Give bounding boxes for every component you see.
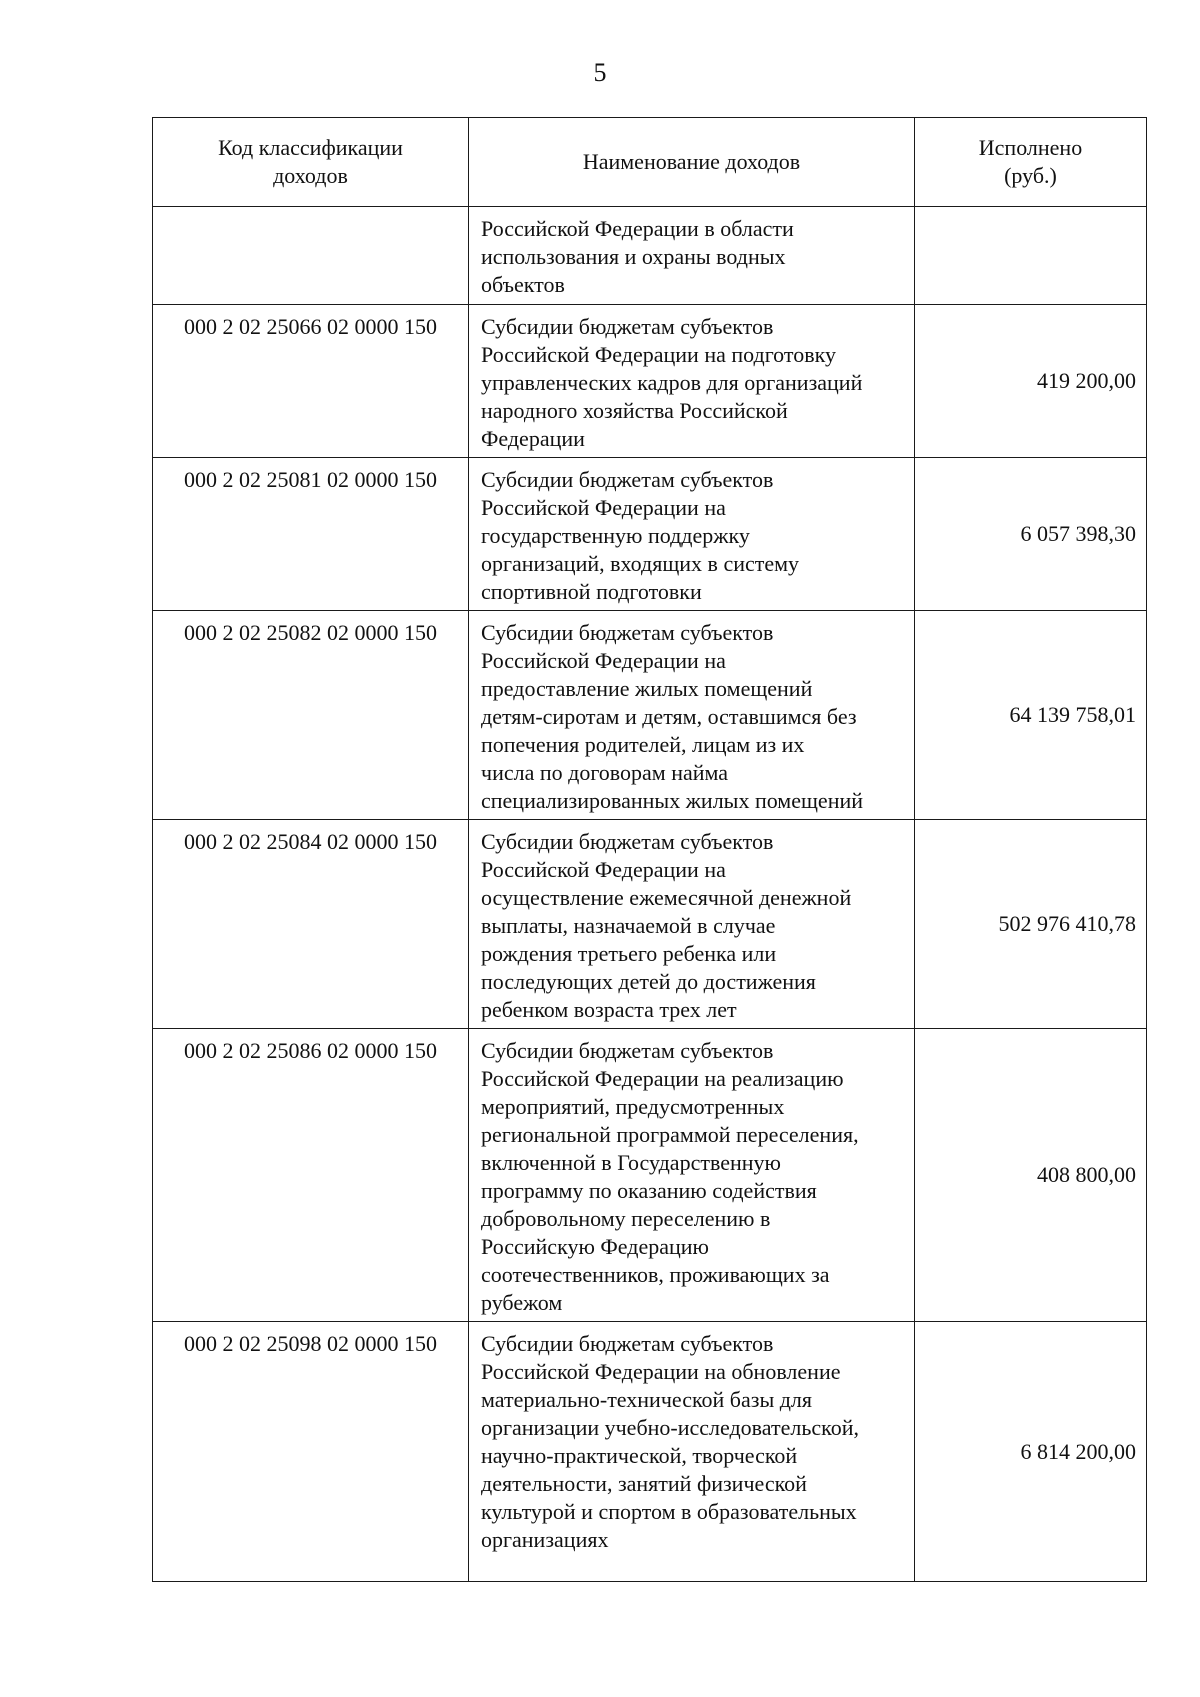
income-name-line: мероприятий, предусмотренных [481, 1094, 785, 1119]
income-name-line: Субсидии бюджетам субъектов [481, 467, 774, 492]
executed-amount-cell: 419 200,00 [915, 305, 1147, 458]
income-name-line: Российской Федерации на реализацию [481, 1066, 844, 1091]
income-name-cell [469, 1029, 915, 1322]
executed-amount-cell: 408 800,00 [915, 1029, 1147, 1322]
income-code-cell [153, 207, 469, 305]
income-table [152, 117, 1147, 1582]
income-name-line: Российскую Федерацию [481, 1234, 709, 1259]
income-name-line: Федерации [481, 426, 585, 451]
income-name-line: государственную поддержку [481, 523, 750, 548]
income-name-line: специализированных жилых помещений [481, 788, 864, 813]
income-name-cell [469, 1322, 915, 1582]
table-row [153, 1029, 1147, 1322]
income-name-line: организациях [481, 1527, 609, 1552]
income-name-line: Российской Федерации на подготовку [481, 342, 836, 367]
income-code-cell: 000 2 02 25084 02 0000 150 [153, 820, 469, 1029]
income-name-line: попечения родителей, лицам из их [481, 732, 805, 757]
table-row [153, 611, 1147, 820]
header-sum [915, 118, 1147, 207]
income-name-line: спортивной подготовки [481, 579, 702, 604]
income-name-line: ребенком возраста трех лет [481, 997, 737, 1022]
income-name-line: Российской Федерации на [481, 495, 726, 520]
table-row [153, 305, 1147, 458]
table-body [153, 207, 1147, 1582]
income-name-line: Российской Федерации на [481, 857, 726, 882]
executed-amount-cell [915, 207, 1147, 305]
income-name-line: объектов [481, 272, 565, 297]
executed-amount-cell: 6 057 398,30 [915, 458, 1147, 611]
income-name-line: Субсидии бюджетам субъектов [481, 620, 774, 645]
table-header-row [153, 118, 1147, 207]
income-name-line: включенной в Государственную [481, 1150, 781, 1175]
income-name-line: числа по договорам найма [481, 760, 729, 785]
header-code-line: доходов [273, 163, 348, 188]
income-name-line: выплаты, назначаемой в случае [481, 913, 776, 938]
executed-amount-cell: 502 976 410,78 [915, 820, 1147, 1029]
income-name-line: рождения третьего ребенка или [481, 941, 777, 966]
header-code [153, 118, 469, 207]
income-name-line: соотечественников, проживающих за [481, 1262, 830, 1287]
income-name-line: Российской Федерации на обновление [481, 1359, 841, 1384]
income-name-line: использования и охраны водных [481, 244, 786, 269]
header-sum-line: (руб.) [1004, 163, 1057, 188]
income-code-cell: 000 2 02 25086 02 0000 150 [153, 1029, 469, 1322]
income-name-line: Российской Федерации в области [481, 216, 794, 241]
income-name-cell [469, 820, 915, 1029]
income-name-line: осуществление ежемесячной денежной [481, 885, 852, 910]
income-name-cell [469, 458, 915, 611]
income-name-line: культурой и спортом в образовательных [481, 1499, 857, 1524]
income-name-line: управленческих кадров для организаций [481, 370, 863, 395]
executed-amount-cell: 64 139 758,01 [915, 611, 1147, 820]
table-row [153, 207, 1147, 305]
income-name-line: народного хозяйства Российской [481, 398, 788, 423]
income-name-line: добровольному переселению в [481, 1206, 771, 1231]
header-code-line: Код классификации [218, 135, 403, 160]
income-name-line: региональной программой переселения, [481, 1122, 859, 1147]
income-name-line: последующих детей до достижения [481, 969, 816, 994]
income-name-line: Субсидии бюджетам субъектов [481, 314, 774, 339]
table-row [153, 458, 1147, 611]
income-name-line: организации учебно-исследовательской, [481, 1415, 859, 1440]
income-name-line: организаций, входящих в систему [481, 551, 800, 576]
income-name-line: детям-сиротам и детям, оставшимся без [481, 704, 857, 729]
income-name-line: рубежом [481, 1290, 563, 1315]
table-row [153, 1322, 1147, 1582]
income-name-line: Субсидии бюджетам субъектов [481, 829, 774, 854]
income-name-line: научно-практической, творческой [481, 1443, 798, 1468]
income-code-cell: 000 2 02 25081 02 0000 150 [153, 458, 469, 611]
income-name-line: программу по оказанию содействия [481, 1178, 817, 1203]
income-name-line: Субсидии бюджетам субъектов [481, 1038, 774, 1063]
income-name-cell [469, 305, 915, 458]
table-row [153, 820, 1147, 1029]
income-name-cell [469, 207, 915, 305]
header-sum-line: Исполнено [978, 135, 1083, 160]
header-name-line: Наименование доходов [582, 149, 801, 174]
income-name-line: материально-технической базы для [481, 1387, 813, 1412]
header-name [469, 118, 915, 207]
income-name-line: Субсидии бюджетам субъектов [481, 1331, 774, 1356]
income-code-cell: 000 2 02 25098 02 0000 150 [153, 1322, 469, 1582]
income-code-cell: 000 2 02 25082 02 0000 150 [153, 611, 469, 820]
income-name-line: Российской Федерации на [481, 648, 726, 673]
income-name-cell [469, 611, 915, 820]
page-number: 5 [593, 58, 607, 87]
income-code-cell: 000 2 02 25066 02 0000 150 [153, 305, 469, 458]
income-name-line: предоставление жилых помещений [481, 676, 813, 701]
executed-amount-cell: 6 814 200,00 [915, 1322, 1147, 1582]
income-name-line: деятельности, занятий физической [481, 1471, 807, 1496]
